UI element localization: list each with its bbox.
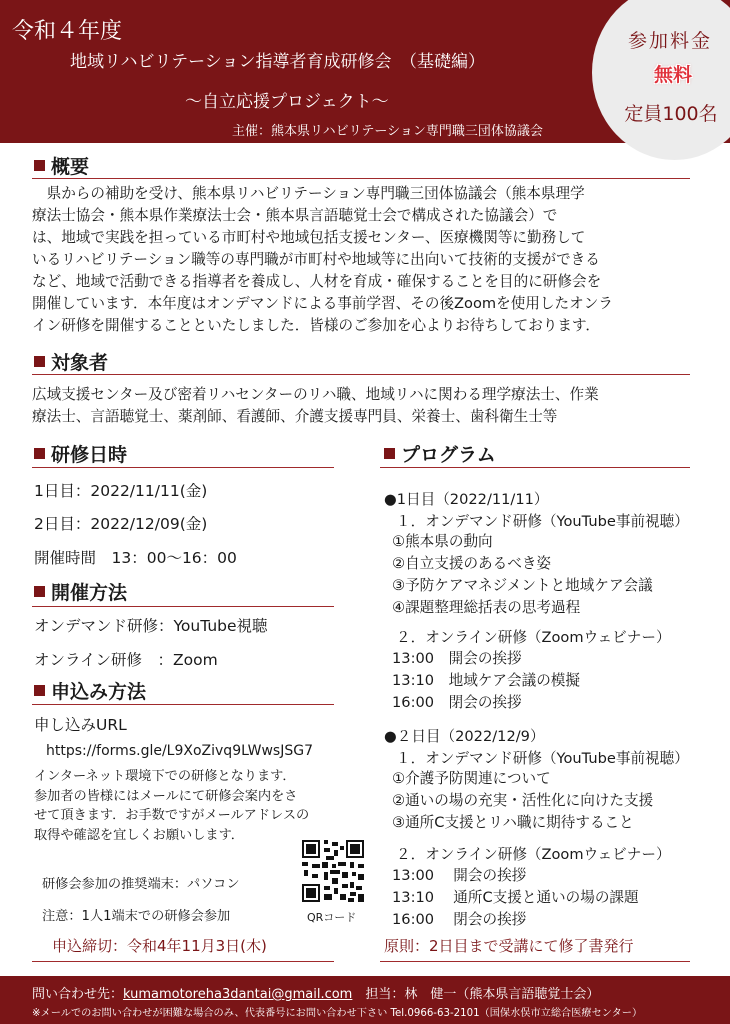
footer-note: ※メールでのお問い合わせが困難な場合のみ、代表番号にお問い合わせ下さい Tel.0966-63-2101（国保水俣市立総合医療センター） [32, 1008, 643, 1019]
target-heading-label: 対象者 [51, 352, 109, 374]
overview-rule [32, 178, 690, 179]
program-item: ①熊本県の動向 [392, 533, 493, 550]
page-title: 地域リハビリテーション指導者育成研修会 （基礎編） [70, 52, 485, 72]
apply-url-link[interactable]: https://forms.gle/L9XoZivq9LWwsJSG7 [46, 743, 313, 759]
program-session: 13:10 地域ケア会議の模擬 [392, 672, 580, 689]
program-item: ③予防ケアマネジメントと地域ケア会議 [392, 577, 653, 594]
schedule-heading [34, 440, 127, 467]
program-session: 13:00 開会の挨拶 [392, 867, 527, 884]
overview-line: は、地域で実践を担っている市町村や地域包括支援センター、医療機関等に勤務して [32, 229, 586, 246]
fee-free-label: 無料 [653, 64, 692, 86]
program-item: ②自立支援のあるべき姿 [392, 555, 552, 572]
footer-contact [32, 983, 599, 1002]
header-year: 令和４年度 [12, 19, 123, 44]
program-day1-ondemand: １．オンデマンド研修（YouTube事前視聴） [396, 513, 689, 530]
method-ondemand: オンデマンド研修：YouTube視聴 [34, 617, 268, 635]
target-rule [32, 374, 690, 375]
method-heading [34, 578, 127, 605]
schedule-heading-label: 研修日時 [51, 444, 128, 466]
program-day1-title: ●1日目（2022/11/11） [384, 491, 549, 508]
contact-email-link[interactable]: kumamotoreha3dantai@gmail.com [123, 987, 353, 1002]
program-day1-items [392, 531, 653, 619]
program-day2-ondemand: １．オンデマンド研修（YouTube事前視聴） [396, 750, 689, 767]
apply-note-line: せて頂きます．お手数ですがメールアドレスの [34, 808, 310, 823]
target-line: 広域支援センター及び密着リハセンターのリハ職、地域リハに関わる理学療法士、作業 [32, 386, 599, 403]
program-day2-title: ●２日目（2022/12/9） [384, 728, 545, 745]
contact-label: 問い合わせ先： [32, 987, 124, 1002]
program-item: ①介護予防関連について [392, 770, 551, 787]
apply-notes [34, 767, 309, 845]
overview-heading-label: 概要 [51, 156, 90, 178]
contact-person: 担当：林 健一（熊本県言語聴覚士会） [352, 987, 600, 1002]
program-item: ②通いの場の充実・活性化に向けた支援 [392, 792, 654, 809]
schedule-day2: 2日目：2022/12/09(金) [34, 515, 208, 533]
method-rule [32, 606, 334, 607]
completion-principle: 原則：2日目まで受講にて修了書発行 [384, 937, 634, 955]
program-session: 13:00 開会の挨拶 [392, 650, 522, 667]
overview-line: 療法士協会・熊本県作業療法士会・熊本県言語聴覚士会で構成された協議会）で [32, 207, 558, 224]
target-heading [34, 348, 108, 375]
schedule-time: 開催時間 13：00～16：00 [34, 549, 237, 567]
program-item: ④課題整理総括表の思考過程 [392, 599, 581, 616]
deadline-rule [32, 961, 334, 962]
method-heading-label: 開催方法 [51, 582, 128, 604]
program-session: 13:10 通所C支援と通いの場の課題 [392, 889, 639, 906]
program-session: 16:00 閉会の挨拶 [392, 694, 522, 711]
program-heading [384, 440, 496, 467]
overview-text [32, 183, 613, 337]
square-bullet-icon [34, 685, 45, 696]
qr-code-icon[interactable] [300, 838, 366, 904]
program-rule [380, 467, 690, 468]
program-day2-items [392, 768, 653, 834]
apply-url-label: 申し込みURL [34, 716, 127, 734]
program-day2-online: ２．オンライン研修（Zoomウェビナー） [396, 846, 671, 863]
overview-line: イン研修を開催することといたしました．皆様のご参加を心よりお待ちしております． [32, 317, 600, 334]
overview-line: 開催しています．本年度はオンデマンドによる事前学習、その後Zoomを使用したオンラ [32, 295, 613, 312]
program-heading-label: プログラム [401, 444, 496, 466]
apply-device: 研修会参加の推奨端末：パソコン [42, 877, 240, 892]
target-line: 療法士、言語聴覚士、薬剤師、看護師、介護支援専門員、栄養士、歯科衛生士等 [32, 408, 558, 425]
square-bullet-icon [34, 448, 45, 459]
schedule-rule [32, 467, 334, 468]
apply-rule [32, 704, 334, 705]
principle-rule [380, 961, 690, 962]
square-bullet-icon [34, 586, 45, 597]
program-day1-sessions [392, 648, 580, 714]
apply-note-line: 取得や確認を宜しくお願いします． [34, 827, 244, 843]
overview-line: など、地域で活動できる指導者を養成し、人材を育成・確保することを目的に研修会を [32, 273, 602, 290]
square-bullet-icon [384, 448, 395, 459]
program-item: ③通所C支援とリハ職に期待すること [392, 814, 634, 831]
qr-code-label: QRコード [307, 911, 357, 924]
schedule-day1: 1日目：2022/11/11(金) [34, 482, 208, 500]
apply-note-line: インターネット環境下での研修となります． [34, 769, 296, 784]
apply-caution: 注意：1人1端末での研修会参加 [42, 909, 231, 924]
apply-heading-label: 申込み方法 [51, 681, 147, 703]
overview-heading [34, 152, 89, 179]
organizer: 主催：熊本県リハビリテーション専門職三団体協議会 [232, 124, 543, 139]
overview-line: いるリハビリテーション職等の専門職が市町村や地域等に出向いて技術的支援ができる [32, 251, 600, 268]
target-text [32, 384, 599, 428]
apply-deadline: 申込締切：令和4年11月3日(木) [52, 937, 267, 955]
square-bullet-icon [34, 356, 45, 367]
fee-title: 参加料金 [627, 30, 712, 52]
capacity-label: 定員100名 [624, 103, 718, 125]
page-subtitle: ～自立応援プロジェクト～ [185, 92, 389, 112]
overview-line: 県からの補助を受け、熊本県リハビリテーション専門職三団体協議会（熊本県理学 [32, 185, 585, 202]
square-bullet-icon [34, 160, 45, 171]
program-session: 16:00 閉会の挨拶 [392, 911, 527, 928]
method-online: オンライン研修 ：Zoom [34, 651, 218, 669]
program-day2-sessions [392, 865, 639, 931]
apply-note-line: 参加者の皆様にはメールにて研修会案内をさ [34, 788, 298, 804]
apply-heading [34, 677, 146, 704]
program-day1-online: ２．オンライン研修（Zoomウェビナー） [396, 629, 671, 646]
